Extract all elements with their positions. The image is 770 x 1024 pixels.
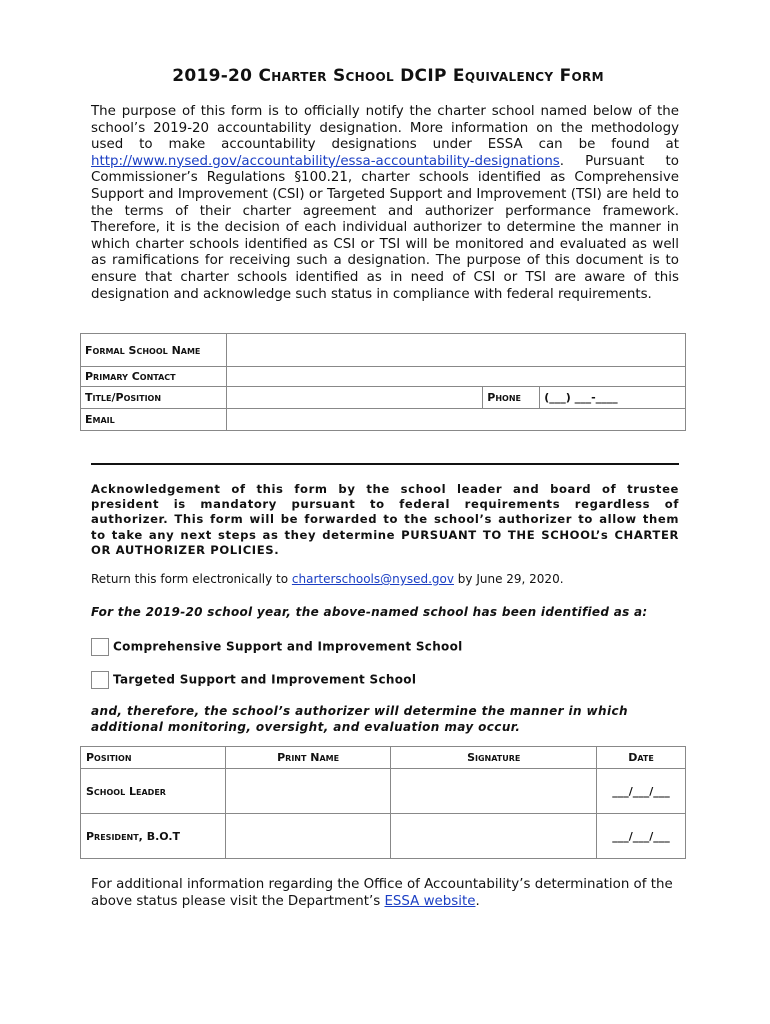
president-signature-field[interactable]: [391, 814, 597, 859]
accountability-link[interactable]: http://www.nysed.gov/accountability/essa-accountability-designations: [91, 153, 560, 169]
header-position: Position: [81, 747, 226, 769]
president-date-field[interactable]: ___/___/___: [597, 814, 686, 859]
primary-contact-field[interactable]: [226, 367, 685, 387]
acknowledgement-text: Acknowledgement of this form by the school leader and board of trustee president is mandatory pursuant to federal requirements regardless of authorizer. This form will be forwarded to the school’s authorizer to allow them to take any next steps as they determine PURSUANT TO THE SCHOOL’s CHARTER OR AUTHORIZER POLICIES.: [91, 482, 679, 557]
csi-checkbox[interactable]: [91, 638, 109, 656]
return-instructions: [91, 572, 679, 586]
school-leader-date-field[interactable]: ___/___/___: [597, 769, 686, 814]
csi-label: Comprehensive Support and Improvement School: [113, 639, 463, 654]
authorizer-determination-text: and, therefore, the school’s authorizer will determine the manner in which additional monitoring, oversight, and evaluation may occur.: [91, 704, 628, 734]
charterschools-email-link[interactable]: charterschools@nysed.gov: [291, 572, 454, 586]
president-name-field[interactable]: [225, 814, 391, 859]
return-prefix: Return this form electronically to: [91, 572, 292, 586]
identified-as-text: For the 2019-20 school year, the above-named school has been identified as a:: [91, 605, 648, 619]
formal-school-name-field[interactable]: [226, 334, 685, 367]
section-divider: [91, 463, 679, 465]
footer-text: [91, 876, 691, 910]
header-date: Date: [597, 747, 686, 769]
email-field[interactable]: [226, 409, 685, 431]
school-leader-signature-field[interactable]: [391, 769, 597, 814]
intro-paragraph: [91, 104, 679, 303]
primary-contact-label: Primary Contact: [81, 367, 227, 387]
essa-website-link[interactable]: ESSA website: [384, 894, 476, 909]
title-position-label: Title/Position: [81, 387, 227, 409]
return-suffix: by June 29, 2020.: [453, 572, 564, 586]
intro-text-1: The purpose of this form is to officially notify the charter school named below of the school’s 2019-20 accountability designation. More information on the methodology used to make accountability designations under ESSA can be found at: [91, 104, 679, 153]
school-leader-name-field[interactable]: [225, 769, 391, 814]
footer-body: For additional information regarding the Office of Accountability’s determination of the above status please visit the Department’s: [91, 877, 673, 909]
school-leader-label: School Leader: [81, 769, 226, 814]
tsi-option: [91, 671, 679, 689]
phone-label: Phone: [483, 387, 540, 409]
header-print-name: Print Name: [225, 747, 391, 769]
intro-text-2: . Pursuant to Commissioner’s Regulations §100.21, charter schools identified as Comprehensive Support and Improvement (CSI) or Targeted Support and Improvement (TSI) are held to the terms of their charter agreement and authorizer performance framework. Therefore, it is the decision of each individual authorizer to determine the manner in which charter schools identified as CSI or TSI will be monitored and evaluated as well as ramifications for receiving such a designation. The purpose of this document is to ensure that charter schools identified as in need of CSI or TSI are aware of this designation and acknowledge such status in compliance with federal requirements.: [91, 153, 679, 302]
form-title: 2019-20 Charter School DCIP Equivalency Form: [172, 66, 604, 86]
tsi-label: Targeted Support and Improvement School: [113, 672, 417, 687]
tsi-checkbox[interactable]: [91, 671, 109, 689]
header-signature: Signature: [391, 747, 597, 769]
email-label: Email: [81, 409, 227, 431]
school-info-table: [80, 333, 686, 431]
president-bot-label: President, B.O.T: [81, 814, 226, 859]
csi-option: [91, 638, 679, 656]
title-position-field[interactable]: [226, 387, 482, 409]
formal-school-name-label: Formal School Name: [81, 334, 227, 367]
signature-table: [80, 746, 686, 859]
footer-end: .: [475, 894, 480, 909]
phone-field[interactable]: (___) ___-____: [540, 387, 686, 409]
